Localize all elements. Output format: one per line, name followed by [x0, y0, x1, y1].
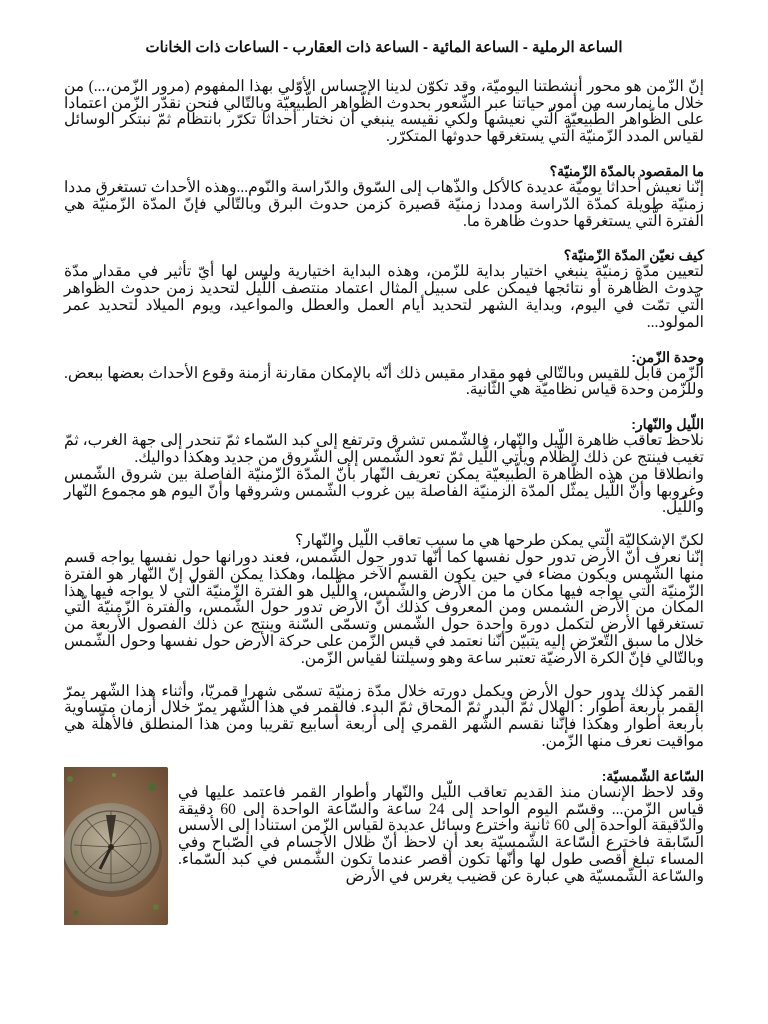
section-duration-definition: [64, 162, 704, 230]
section-paragraph: القمر كذلك يدور حول الأرض ويكمل دورته خلال مدّة زمنيّة تسمّى شهرا قمريّا، وأثناء هذا الشّهر يمرّ القمر بأربعة أطوار : الهلال ثمّ البدر ثمّ المحاق ثمّ البدء. فالقمر في هذا الشّهر يمرّ خلال أزمان متساوية بأربعة أطوار وهكذا فإنّنا نقسم الشّهر القمري إلى أربعة أسابيع تقريبا ومن هذا المنطلق فالأهلّة هي مواقيت نعرف منها الزّمن.: [64, 682, 704, 750]
sundial-photo: [64, 767, 168, 925]
document-page: [64, 40, 704, 925]
intro-section: [64, 79, 704, 146]
section-time-unit: [64, 348, 704, 400]
sundial-image: [64, 767, 168, 925]
section-heading: كيف نعيّن المدّة الزّمنيّة؟: [563, 247, 704, 264]
section-moon: [64, 684, 704, 751]
page-title: الساعة الرملية - الساعة المائية - الساعة ذات العقارب - الساعات ذات الخانات: [145, 39, 623, 56]
section-paragraph: وانطلاقا من هذه الظّاهرة الطّبيعيّة يمكن تعريف النّهار بأنّ المدّة الزّمنيّة الفاصلة بين شروق الشّمس وغروبها وأنّ اللّيل يمثّل المدّة الزمنيّة الفاصلة بين غروب الشّمس وشروقها وأنّ اليوم هو مجموع النّهار واللّيل.: [64, 465, 704, 517]
section-paragraph: لتعيين مدّة زمنيّة ينبغي اختيار بداية للزّمن، وهذه البداية اختيارية وليس لها أيّ تأثير في مقدار مدّة حدوث الظّاهرة أو نتائجها فيمكن على سبيل المثال اعتماد منتصف اللّيل لتحديد زمن حدوث الظّواهر الّتي تمّت في اليوم، وبداية الشهر لتحديد أيام العمل والعطل والمواعيد، ويوم الميلاد لتحديد عمر المولود...: [64, 263, 704, 331]
section-paragraph: الزّمن قابل للقيس وبالتّالي فهو مقدار مقيس ذلك أنّه بالإمكان مقارنة أزمنة وقوع الأحداث بعضها ببعض. وللزّمن وحدة قياس نظاميّة هي الثّانية.: [64, 364, 704, 399]
section-heading: ما المقصود بالمدّة الزّمنيّة؟: [549, 162, 704, 179]
section-heading: السّاعة الشّمسيّة:: [601, 767, 704, 784]
section-paragraph: إنّنا نعيش أحداثا يوميّة عديدة كالأكل والذّهاب إلى السّوق والدّراسة والنّوم...وهذه الأحداث تستغرق مددا زمنيّة طويلة كمدّة الدّراسة ومددا زمنيّة قصيرة كزمن حدوث البرق وبالتّالي فإنّ المدّة الزّمنيّة هي الفترة الّتي يستغرقها حدوث ظاهرة ما.: [64, 178, 704, 230]
section-paragraph: إنّنا نعرف أنّ الأرض تدور حول نفسها كما أنّها تدور حول الشّمس، فعند دورانها حول نفسها يواجه قسم منها الشّمس ويكون مضاء في حين يكون القسم الآخر مظلما، وهكذا يمكن القول إنّ النّهار هو الفترة الزّمنيّة الّتي يواجه فيها مكان ما من الأرض والشّمس، واللّيل هو الفترة الزّمنيّة الّتي لا يواجه فيها هذا المكان من الأرض الشمس ومن المعروف كذلك أنّ الأرض تدور حول الشّمس، والفترة الزّمنيّة الّتي تستغرقها الأرض لتكمل دورة واحدة حول الشّمس وتسمّى السّنة وينتج عن ذلك الفصول الأربعة من خلال ما سبق التّعرّض إليه يتبيّن أنّنا نعتمد في قيس الزّمن على حركة الأرض حول نفسها وحول الشّمس وبالتّالي فإنّ الكرة الأرضيّة تعتبر ساعة وهو وسيلتنا لقياس الزّمن.: [64, 548, 704, 667]
section-paragraph: وقد لاحظ الإنسان منذ القديم تعاقب اللّيل والنّهار وأطوار القمر فاعتمد عليها في قياس الزّمن... وقسّم اليوم الواحد إلى 24 ساعة والسّاعة الواحدة إلى 60 دقيقة والدّقيقة الواحدة إلى 60 ثانية واخترع وسائل عديدة لقياس الزّمن استنادا إلى الأسس السّابقة فاخترع السّاعة الشّمسيّة بعد أن لاحظ أنّ ظلال الأجسام في الصّباح وفي المساء تبلغ أقصى طول لها وأنّها تكون أقصر عندما تكون الشّمس في كبد السّماء. والسّاعة الشّمسيّة هي عبارة عن قضيب يغرس في الأرض: [178, 783, 704, 885]
section-determine-duration: [64, 246, 704, 331]
section-night-day-cause: [64, 533, 704, 667]
intro-paragraph: إنّ الزّمن هو محور أنشطتنا اليوميّة، وقد تكوّن لدينا الإحساس الأوّلي بهذا المفهوم (مرور الزّمن،...) من خلال ما نمارسه من أمور حياتنا عبر الشّعور بحدوث الظّواهر الطّبيعيّة وبالتّالي فنحن نقدّر الزّمن اعتمادا على الظّواهر الطّبيعيّة الّتي نعيشها ولكي نقيسه ينبغي أن نختار أحداثا تكرّر بانتظام ثمّ نبتكر الوسائل لقياس المدد الزّمنيّة الّتي يستغرقها حدوثها المتكرّر.: [64, 77, 704, 146]
section-paragraph: نلاحظ تعاقب ظاهرة اللّيل والنّهار، فالشّمس تشرق وترتفع إلى كبد السّماء ثمّ تنحدر إلى جهة الغرب، ثمّ تغيب فينتج عن ذلك الظّلام ويأتي اللّيل ثمّ تعود الشّمس إلى الشّروق من جديد وهكذا دواليك.: [64, 432, 704, 466]
section-heading: اللّيل والنّهار:: [631, 416, 704, 433]
section-night-day: [64, 415, 704, 517]
section-sundial: [64, 767, 704, 925]
section-question: لكنّ الإشكاليّة الّتي يمكن طرحها هي ما سبب تعاقب اللّيل والنّهار؟: [294, 532, 704, 550]
section-heading: وحدة الزّمن:: [631, 348, 704, 365]
